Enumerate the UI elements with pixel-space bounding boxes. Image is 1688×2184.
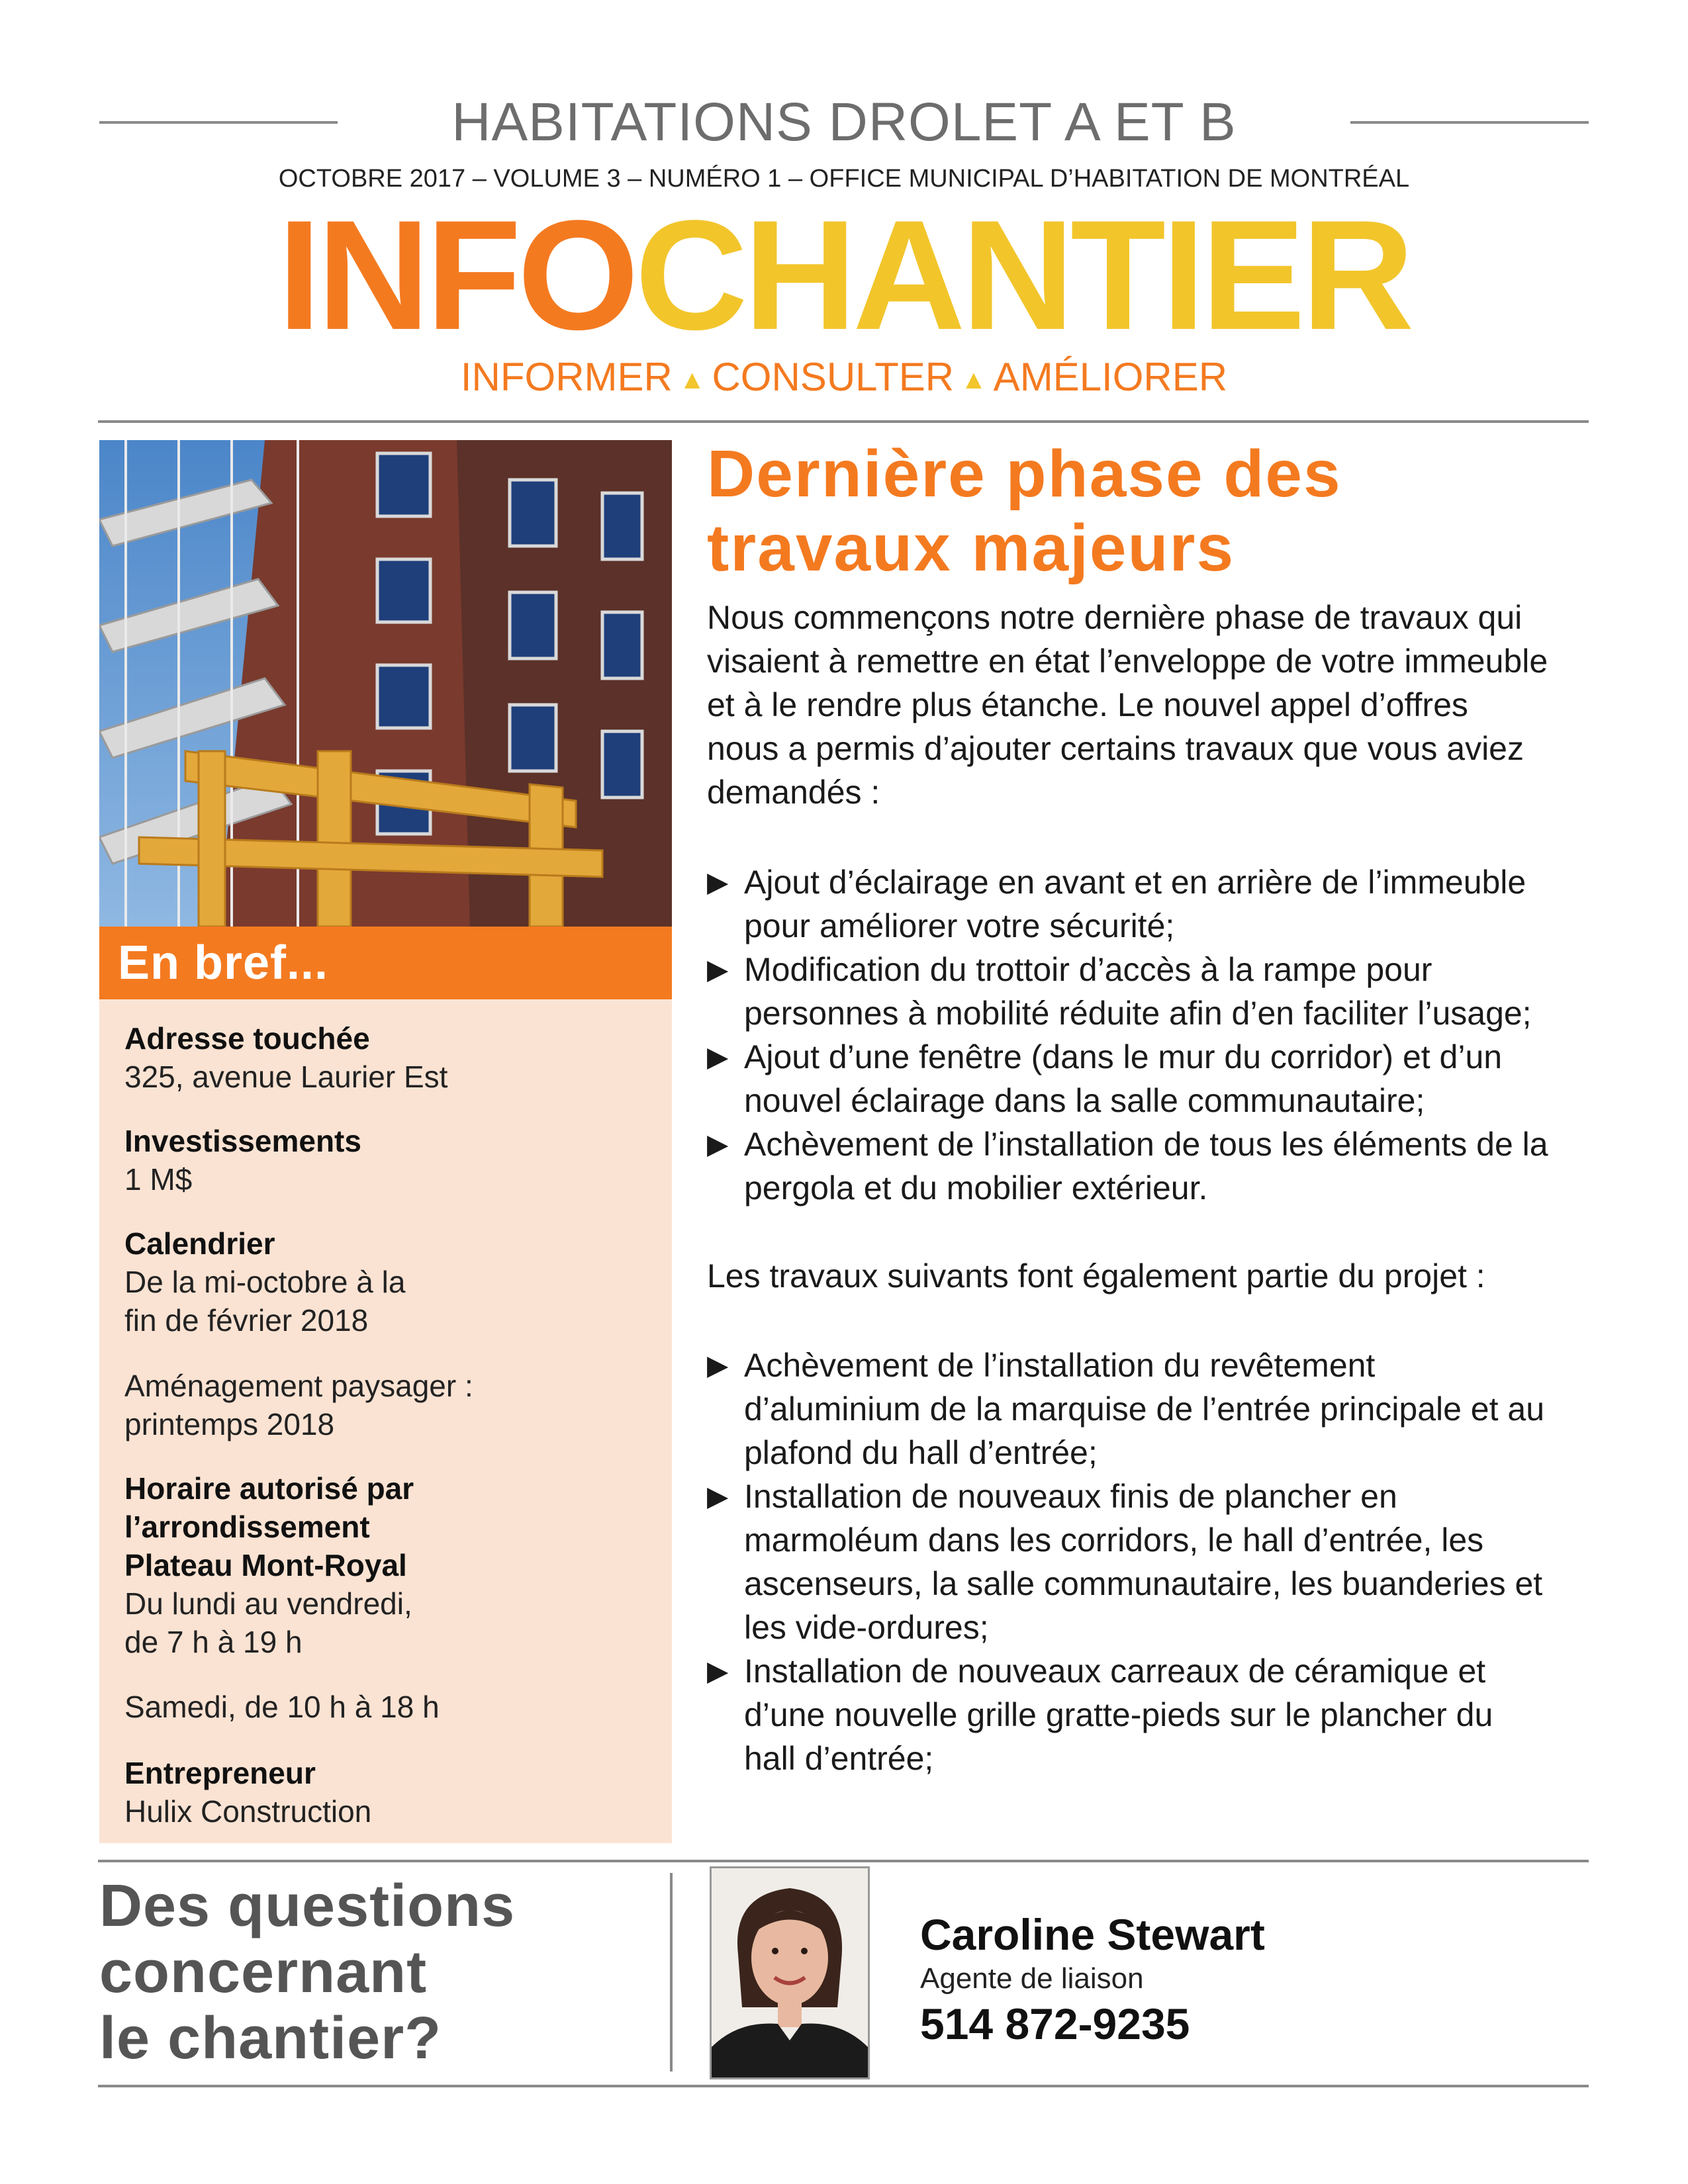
bullet-line: Achèvement de l’installation de tous les éléments de la bbox=[744, 1126, 1548, 1163]
questions-line: Des questions bbox=[99, 1873, 516, 1939]
contact-name: Caroline Stewart bbox=[920, 1910, 1265, 1959]
logo-info: INFO bbox=[277, 188, 635, 363]
header-divider bbox=[98, 420, 1589, 423]
bref-value: 325, avenue Laurier Est bbox=[124, 1060, 448, 1094]
bullet-line: personnes à mobilité réduite afin d’en faciliter l’usage; bbox=[744, 995, 1532, 1032]
bref-label: Adresse touchée bbox=[124, 1021, 370, 1056]
bref-value: Hulix Construction bbox=[124, 1794, 372, 1829]
mid-text: Les travaux suivants font également partie du projet : bbox=[707, 1257, 1485, 1295]
bref-label: l’arrondissement bbox=[124, 1510, 370, 1544]
bullet-line: Ajout d’éclairage en avant et en arrière de l’immeuble bbox=[744, 864, 1526, 901]
bullet-line: Installation de nouveaux finis de plancher en bbox=[744, 1478, 1397, 1515]
en-bref-title: En bref... bbox=[118, 936, 329, 989]
triangle-icon: ▲ bbox=[679, 365, 706, 395]
contact-phone[interactable]: 514 872-9235 bbox=[920, 1999, 1190, 2048]
bref-value: De la mi-octobre à la bbox=[124, 1265, 406, 1299]
bullet-line: pergola et du mobilier extérieur. bbox=[744, 1169, 1208, 1206]
bref-value: fin de février 2018 bbox=[124, 1303, 369, 1338]
tagline-word: CONSULTER bbox=[712, 355, 955, 399]
arrow-icon: ▶ bbox=[707, 954, 729, 985]
intro-line: nous a permis d’ajouter certains travaux que vous aviez bbox=[707, 730, 1524, 767]
masthead-rule-right bbox=[1350, 121, 1589, 124]
footer-divider-bottom bbox=[98, 2085, 1589, 2087]
intro-line: visaient à remettre en état l’enveloppe de votre immeuble bbox=[707, 643, 1548, 680]
masthead-rule-left bbox=[99, 121, 338, 124]
contact-portrait bbox=[710, 1866, 870, 2079]
bullet-line: Modification du trottoir d’accès à la rampe pour bbox=[744, 951, 1432, 988]
headline-line: Dernière phase des bbox=[707, 437, 1342, 511]
arrow-icon: ▶ bbox=[707, 1480, 729, 1512]
project-title: HABITATIONS DROLET A ET B bbox=[451, 92, 1237, 152]
bullet-line: marmoléum dans les corridors, le hall d’entrée, les bbox=[744, 1522, 1484, 1559]
triangle-icon: ▲ bbox=[961, 365, 987, 395]
arrow-icon: ▶ bbox=[707, 1041, 729, 1072]
building-photo-illustration bbox=[99, 440, 672, 927]
bref-value: Du lundi au vendredi, bbox=[124, 1586, 412, 1621]
building-photo bbox=[99, 440, 672, 927]
arrow-icon: ▶ bbox=[707, 1655, 729, 1686]
bref-label: Entrepreneur bbox=[124, 1756, 316, 1790]
questions-line: le chantier? bbox=[99, 2005, 442, 2071]
headline-line: travaux majeurs bbox=[707, 511, 1235, 585]
bullet-line: Achèvement de l’installation du revêtement bbox=[744, 1347, 1376, 1384]
portrait-illustration bbox=[712, 1868, 868, 2077]
intro-line: et à le rendre plus étanche. Le nouvel appel d’offres bbox=[707, 686, 1468, 723]
bullet-line: plafond du hall d’entrée; bbox=[744, 1434, 1098, 1471]
bullet-line: Installation de nouveaux carreaux de céramique et bbox=[744, 1653, 1486, 1690]
bullet-line: pour améliorer votre sécurité; bbox=[744, 907, 1175, 944]
intro-line: Nous commençons notre dernière phase de travaux qui bbox=[707, 599, 1523, 636]
bref-value: Samedi, de 10 h à 18 h bbox=[124, 1690, 440, 1724]
bref-label: Investissements bbox=[124, 1124, 361, 1158]
tagline-word: INFORMER bbox=[460, 355, 673, 399]
bref-label: Calendrier bbox=[124, 1226, 275, 1261]
issue-line: OCTOBRE 2017 – VOLUME 3 – NUMÉRO 1 – OFFICE MUNICIPAL D’HABITATION DE MONTRÉAL bbox=[278, 165, 1410, 193]
article-headline bbox=[707, 437, 1342, 585]
bullet-line: nouvel éclairage dans la salle communautaire; bbox=[744, 1082, 1425, 1119]
footer-divider-top bbox=[98, 1860, 1589, 1862]
bref-value: printemps 2018 bbox=[124, 1407, 335, 1441]
bullet-line: d’aluminium de la marquise de l’entrée principale et au bbox=[744, 1390, 1545, 1428]
bref-value: Aménagement paysager : bbox=[124, 1369, 473, 1403]
bullet-line: les vide-ordures; bbox=[744, 1609, 989, 1646]
arrow-icon: ▶ bbox=[707, 1349, 729, 1381]
bullet-line: Ajout d’une fenêtre (dans le mur du corridor) et d’un bbox=[744, 1038, 1503, 1075]
questions-line: concernant bbox=[99, 1939, 428, 2005]
questions-heading bbox=[99, 1873, 515, 2071]
infochantier-logo bbox=[93, 188, 1595, 363]
bref-value: de 7 h à 19 h bbox=[124, 1625, 303, 1659]
bullet-line: ascenseurs, la salle communautaire, les buanderies et bbox=[744, 1565, 1543, 1602]
tagline bbox=[99, 356, 1589, 401]
arrow-icon: ▶ bbox=[707, 866, 729, 897]
arrow-icon: ▶ bbox=[707, 1128, 729, 1160]
bref-value: 1 M$ bbox=[124, 1162, 193, 1197]
bref-label: Horaire autorisé par bbox=[124, 1471, 414, 1506]
footer-vertical-divider bbox=[670, 1873, 673, 2071]
bullet-line: hall d’entrée; bbox=[744, 1740, 934, 1777]
bref-label: Plateau Mont-Royal bbox=[124, 1548, 407, 1582]
tagline-word: AMÉLIORER bbox=[993, 355, 1228, 399]
bullet-line: d’une nouvelle grille gratte-pieds sur le plancher du bbox=[744, 1696, 1493, 1733]
intro-line: demandés : bbox=[707, 774, 880, 811]
logo-chantier: CHANTIER bbox=[635, 188, 1411, 363]
contact-role: Agente de liaison bbox=[920, 1962, 1144, 1995]
